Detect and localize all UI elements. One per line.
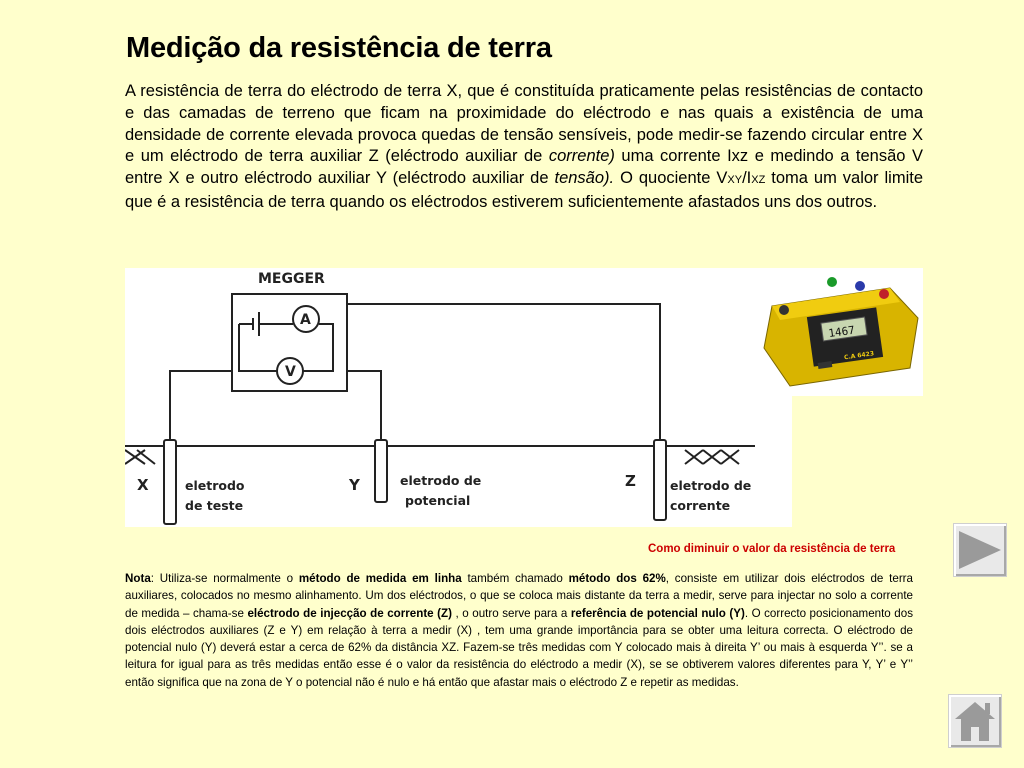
potential-lead-wire	[347, 371, 381, 440]
terminal-green	[827, 277, 837, 287]
home-icon	[949, 695, 1001, 747]
earth-tester-photo	[750, 268, 923, 396]
current-electrode-rod	[654, 440, 666, 520]
terminal-black	[779, 305, 789, 315]
label-y: Y	[349, 476, 360, 494]
intro-emphasis-current: corrente)	[548, 147, 615, 166]
terminal-red	[879, 289, 889, 299]
note-text-1: : Utiliza-se normalmente o	[150, 572, 299, 585]
tester-lcd-value: 1467	[827, 323, 856, 341]
voltmeter-label: V	[285, 364, 296, 380]
ground-hatch-right	[685, 450, 739, 464]
current-electrode-label-line1: eletrodo de	[670, 478, 752, 493]
current-electrode-label-line2: corrente	[670, 498, 731, 513]
tester-model-label: C.A 6423	[843, 350, 875, 362]
improve-earth-resistance-link[interactable]: Como diminuir o valor da resistência de terra	[648, 543, 896, 555]
intro-text-4: toma um valor limite que é a resistência de terra quando os eléctrodos estiverem suficientemente afastados uns dos outros.	[125, 169, 923, 211]
ground-hatch-left	[125, 450, 155, 464]
tester-svg	[750, 268, 923, 396]
note-bold-current-injection: eléctrodo de injecção de corrente (Z)	[247, 606, 452, 620]
test-lead-wire	[170, 371, 232, 440]
potential-electrode-rod	[375, 440, 387, 502]
note-text-4: , o outro serve para a	[451, 606, 571, 620]
subscript-xz: XZ	[751, 174, 766, 187]
note-paragraph	[125, 570, 913, 691]
play-arrow-icon	[954, 524, 1006, 576]
note-text-3: , consiste em utilizar dois eléctrodos de terra auxiliares, colocados no mesmo alinhamento. Um dos eléctrodos, o que se coloca mais distante da terra a medir, serve para injectar no solo a corrente de medida – chama-se	[125, 572, 913, 620]
home-button[interactable]	[948, 694, 1002, 748]
megger-label: MEGGER	[258, 271, 325, 287]
terminal-blue	[855, 281, 865, 291]
page-title: Medição da resistência de terra	[126, 32, 552, 64]
note-bold-inline-method: método de medida em linha	[298, 572, 462, 585]
test-electrode-label-line1: eletrodo	[185, 478, 245, 493]
current-lead-wire	[347, 304, 660, 440]
earth-resistance-circuit-diagram	[125, 268, 792, 527]
intro-text-2: uma corrente Ixz e medindo a tensão V entre X e outro eléctrodo auxiliar Y (eléctrodo auxiliar de	[125, 147, 923, 188]
circuit-svg	[125, 268, 792, 527]
label-z: Z	[625, 472, 636, 490]
test-electrode-rod	[164, 440, 176, 524]
potential-electrode-label-line2: potencial	[405, 493, 471, 508]
ammeter-label: A	[300, 312, 311, 328]
intro-emphasis-voltage: tensão).	[554, 169, 615, 188]
subscript-xy: XY	[727, 174, 743, 187]
note-bold-62-method: método dos 62%	[568, 572, 666, 585]
note-bold-null-potential: referência de potencial nulo (Y)	[570, 606, 745, 620]
note-text-5: . O correcto posicionamento dos dois eléctrodos auxiliares (Z e Y) em relação à terra a medir (X) , tem uma grande importância para se obter uma leitura correcta. O eléctrodo de potencial nulo (Y) deverá estar a cerca de 62% da distância XZ. Fazem-se três medidas com Y colocado mais à direita Y’ ou mais à esquerda Y’’. se a leitura for igual para as três medidas então esse é o valor da resistência do eléctrodo a medir (X), se se obtiverem valores diferentes para Y, Y’ e Y’’ então significa que na zona de Y o potencial não é nulo e há então que afastar mais o eléctrodo Z e repetir as medidas.	[125, 606, 913, 689]
potential-electrode-label-line1: eletrodo de	[400, 473, 482, 488]
next-slide-button[interactable]	[953, 523, 1007, 577]
intro-text-1: A resistência de terra do eléctrodo de terra X, que é constituída praticamente pelas resistências de contacto e das camadas de terreno que ficam na proximidade do eléctrodo e nas quais a existência de uma densidade de corrente elevada provoca quedas de tensão sensíveis, pode medir-se fazendo circular entre X e um eléctrodo de terra auxiliar Z (eléctrodo auxiliar de	[125, 82, 923, 166]
note-label: Nota	[125, 572, 151, 585]
intro-text-3: O quociente V	[614, 169, 728, 188]
battery-symbol	[253, 312, 259, 336]
note-text-2: também chamado	[461, 572, 569, 585]
intro-paragraph	[125, 81, 923, 214]
test-electrode-label-line2: de teste	[185, 498, 244, 513]
intro-slash: /I	[742, 169, 752, 188]
label-x: X	[137, 476, 149, 494]
